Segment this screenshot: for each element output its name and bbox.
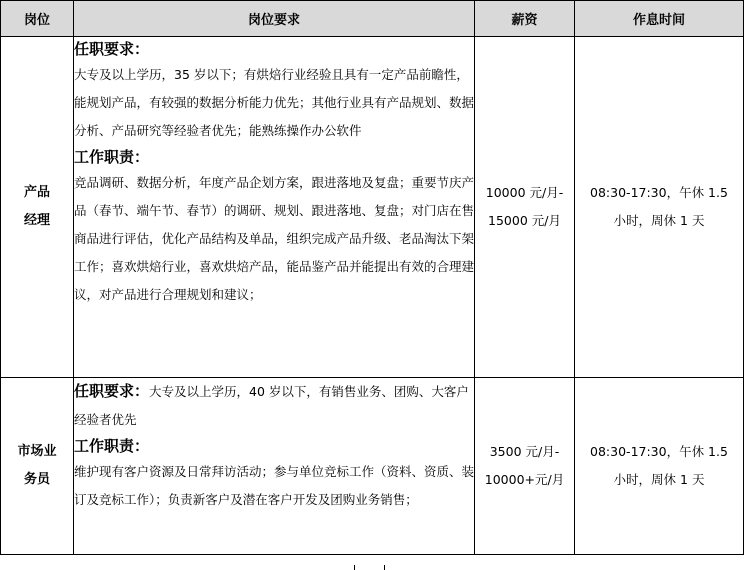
hours-line: 小时，周休 1 天 [613, 213, 705, 228]
requirements-cell [74, 37, 475, 378]
position-name-line: 市场业 [17, 444, 57, 459]
hours-cell [575, 37, 744, 378]
hours-line: 小时，周休 1 天 [613, 472, 705, 487]
header-salary: 薪资 [475, 1, 575, 37]
req-section-title: 任职要求： [74, 40, 150, 58]
hours-cell [575, 378, 744, 555]
requirements-cell [74, 378, 475, 555]
hours-line: 08:30-17:30，午休 1.5 [590, 185, 728, 200]
table-header-row [1, 1, 744, 37]
position-name-line: 务员 [23, 472, 50, 487]
position-name-line: 经理 [23, 213, 50, 228]
req-section-text: 大专及以上学历，40 岁以下，有销售业务、团购、大客户经验者优先 [74, 384, 469, 427]
salary-line: 3500 元/月- [489, 444, 560, 459]
position-name-line: 产品 [23, 185, 50, 200]
req-section-text: 大专及以上学历，35 岁以下；有烘焙行业经验且具有一定产品前瞻性，能规划产品，有较强的数据分析能力优先；其他行业具有产品规划、数据分析、产品研究等经验者优先；能熟练操作办公软件 [74, 67, 475, 138]
table-border-stub [354, 565, 355, 570]
req-section-title: 任职要求： [74, 382, 150, 400]
header-requirements: 岗位要求 [74, 1, 475, 37]
table-row [1, 37, 744, 378]
salary-cell [475, 378, 575, 555]
position-cell [1, 378, 74, 555]
salary-line: 10000 元/月- [485, 185, 564, 200]
req-section [74, 378, 474, 434]
header-hours: 作息时间 [575, 1, 744, 37]
duty-section-text: 维护现有客户资源及日常拜访活动；参与单位竞标工作（资料、资质、装订及竞标工作）；负责新客户及潜在客户开发及团购业务销售； [74, 464, 475, 507]
table-row [1, 378, 744, 555]
hours-line: 08:30-17:30，午休 1.5 [590, 444, 728, 459]
salary-line: 10000+元/月 [484, 472, 565, 487]
position-cell [1, 37, 74, 378]
duty-section-text: 竞品调研、数据分析，年度产品企划方案，跟进落地及复盘；重要节庆产品（春节、端午节、春节）的调研、规划、跟进落地、复盘；对门店在售商品进行评估，优化产品结构及单品，组织完成产品升级、老品淘汰下架工作；喜欢烘焙行业，喜欢烘焙产品，能品鉴产品并能提出有效的合理建议，对产品进行合理规划和建议； [74, 175, 475, 302]
salary-line: 15000 元/月 [488, 213, 561, 228]
duty-section-title: 工作职责： [74, 437, 150, 455]
salary-cell [475, 37, 575, 378]
header-position: 岗位 [1, 1, 74, 37]
table-border-stub [384, 565, 385, 570]
duty-section-title: 工作职责： [74, 148, 150, 166]
